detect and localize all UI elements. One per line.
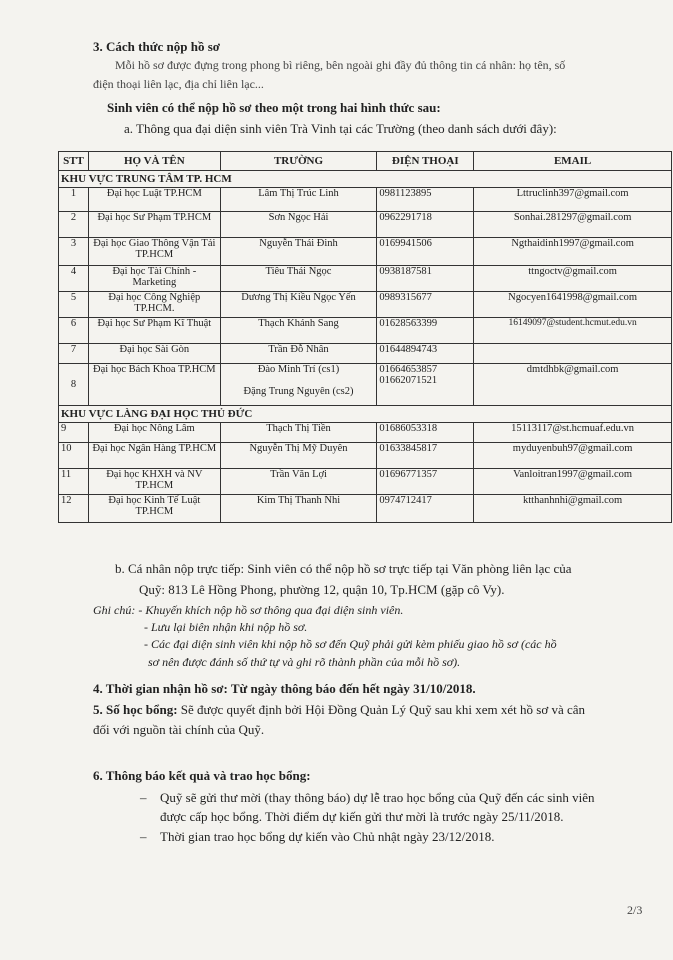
table-header-row (59, 152, 672, 171)
row-name: Trần Đỗ Nhân (220, 344, 377, 364)
row-phone: 01644894743 (377, 344, 474, 364)
row-phone: 01686053318 (377, 423, 474, 443)
note-line4: sơ nên được đánh số thứ tự và ghi rõ thành phần của mỗi hồ sơ). (148, 655, 461, 669)
row-stt: 9 (59, 423, 89, 443)
row-phone: 0974712417 (377, 495, 474, 523)
row-school: Đại học Sư Phạm TP.HCM (88, 212, 220, 238)
row-name: Thạch Khánh Sang (220, 318, 377, 344)
row-school: Đại học Sư Phạm Kĩ Thuật (88, 318, 220, 344)
table-row (59, 212, 672, 238)
row-phone: 0981123895 (377, 188, 474, 212)
row-email: ktthanhnhi@gmail.com (474, 495, 672, 523)
row-email: 16149097@student.hcmut.edu.vn (474, 318, 672, 344)
methods-heading: Sinh viên có thể nộp hồ sơ theo một trong hai hình thức sau: (107, 100, 441, 115)
row-school: Đại học Bách Khoa TP.HCM (88, 364, 220, 406)
row-school: Đại học Tài Chính - Marketing (88, 266, 220, 292)
table-row (59, 238, 672, 266)
section6-heading: 6. Thông báo kết quả và trao học bổng: (93, 768, 311, 783)
row-stt: 12 (59, 495, 89, 523)
row-stt: 10 (59, 443, 89, 469)
header-email: EMAIL (474, 152, 672, 171)
row-name: Dương Thị Kiều Ngọc Yến (220, 292, 377, 318)
method-a: a. Thông qua đại diện sinh viên Trà Vinh tại các Trường (theo danh sách dưới đây): (124, 121, 557, 136)
row-stt: 3 (59, 238, 89, 266)
note-line2: - Lưu lại biên nhận khi nộp hồ sơ. (144, 620, 308, 634)
row-email: Ngthaidinh1997@gmail.com (474, 238, 672, 266)
page-number: 2/3 (627, 903, 643, 917)
table-row (59, 469, 672, 495)
note-line3: - Các đại diện sinh viên khi nộp hồ sơ đến Quỹ phải gửi kèm phiếu giao hồ sơ (các hồ (144, 637, 557, 651)
table-row (59, 188, 672, 212)
row-school: Đại học KHXH và NV TP.HCM (88, 469, 220, 495)
row-email: dmtdhbk@gmail.com (474, 364, 672, 406)
row-name: Nguyễn Thị Mỹ Duyên (220, 443, 377, 469)
section5-line2: đối với nguồn tài chính của Quỹ. (93, 722, 265, 737)
row-name: Nguyễn Thái Đinh (220, 238, 377, 266)
row-school: Đại học Sài Gòn (88, 344, 220, 364)
header-phone: ĐIỆN THOẠI (377, 152, 474, 171)
row-school: Đại học Nông Lâm (88, 423, 220, 443)
row-name: Lâm Thị Trúc Linh (220, 188, 377, 212)
row-email: Vanloitran1997@gmail.com (474, 469, 672, 495)
row-name: Thạch Thị Tiền (220, 423, 377, 443)
row-phone: 0169941506 (377, 238, 474, 266)
bullet-dash: – (140, 829, 147, 844)
row-school: Đại học Giao Thông Vận Tải TP.HCM (88, 238, 220, 266)
row-email: Lttruclinh397@gmail.com (474, 188, 672, 212)
row-stt: 4 (59, 266, 89, 292)
representatives-table (58, 151, 672, 523)
row-stt: 5 (59, 292, 89, 318)
row-stt: 2 (59, 212, 89, 238)
bullet-dash: – (140, 790, 147, 805)
row-phone: 0989315677 (377, 292, 474, 318)
section5-text: Sẽ được quyết định bởi Hội Đồng Quản Lý Quỹ sau khi xem xét hồ sơ và cân (177, 702, 586, 717)
section3-intro-line1: Mỗi hồ sơ được đựng trong phong bì riêng, bên ngoài ghi đầy đủ thông tin cá nhân: họ tên, số (115, 58, 566, 72)
row-school: Đại học Công Nghiệp TP.HCM. (88, 292, 220, 318)
row-school: Đại học Ngân Hàng TP.HCM (88, 443, 220, 469)
table-row (59, 443, 672, 469)
row-email: 15113117@st.hcmuaf.edu.vn (474, 423, 672, 443)
row-email (474, 344, 672, 364)
row-email: Sonhai.281297@gmail.com (474, 212, 672, 238)
row-name-cell (220, 364, 377, 406)
header-school: TRƯỜNG (220, 152, 377, 171)
row-name: Tiêu Thái Ngọc (220, 266, 377, 292)
table-row (59, 423, 672, 443)
table-row (59, 292, 672, 318)
section6-bullet1-line1: Quỹ sẽ gửi thư mời (thay thông báo) dự lễ trao học bổng của Quỹ đến các sinh viên (160, 790, 595, 805)
row-stt: 11 (59, 469, 89, 495)
section3-intro-line2: điện thoại liên lạc, địa chỉ liên lạc... (93, 77, 264, 91)
section5-line1 (93, 702, 585, 718)
row-name: Kim Thị Thanh Nhi (220, 495, 377, 523)
row-stt: 1 (59, 188, 89, 212)
table-row (59, 344, 672, 364)
row-phone: 01696771357 (377, 469, 474, 495)
region-central-row: KHU VỰC TRUNG TÂM TP. HCM (59, 171, 672, 188)
row-stt: 7 (59, 344, 89, 364)
header-stt: STT (59, 152, 89, 171)
row-email: ttngoctv@gmail.com (474, 266, 672, 292)
row-name: Sơn Ngọc Hải (220, 212, 377, 238)
section6-bullet2: Thời gian trao học bổng dự kiến vào Chủ nhật ngày 23/12/2018. (160, 829, 495, 844)
table-row (59, 266, 672, 292)
row-email: Ngocyen1641998@gmail.com (474, 292, 672, 318)
row-school: Đại học Kinh Tế Luật TP.HCM (88, 495, 220, 523)
table-row (59, 318, 672, 344)
row-phone: 0938187581 (377, 266, 474, 292)
row-phone-2: 01662071521 (379, 375, 438, 386)
region-thuduc-row: KHU VỰC LÀNG ĐẠI HỌC THỦ ĐỨC (59, 406, 672, 423)
table-row (59, 495, 672, 523)
header-name: HỌ VÀ TÊN (88, 152, 220, 171)
method-b-line2: Quỹ: 813 Lê Hồng Phong, phường 12, quận 10, Tp.HCM (gặp cô Vy). (139, 582, 505, 597)
table-row (59, 364, 672, 406)
row-name: Đào Minh Trí (cs1) (257, 364, 340, 375)
row-school: Đại học Luật TP.HCM (88, 188, 220, 212)
note-line1: Ghi chú: - Khuyến khích nộp hồ sơ thông qua đại diện sinh viên. (93, 603, 404, 617)
row-name-2: Đặng Trung Nguyên (cs2) (243, 386, 354, 397)
method-b-line1: b. Cá nhân nộp trực tiếp: Sinh viên có thể nộp hồ sơ trực tiếp tại Văn phòng liên lạc của (115, 561, 572, 576)
row-email: myduyenbuh97@gmail.com (474, 443, 672, 469)
row-stt: 8 (59, 364, 89, 406)
row-phone: 01628563399 (377, 318, 474, 344)
section4: 4. Thời gian nhận hồ sơ: Từ ngày thông báo đến hết ngày 31/10/2018. (93, 681, 476, 696)
row-phone: 0962291718 (377, 212, 474, 238)
row-phone: 01633845817 (377, 443, 474, 469)
section3-heading: 3. Cách thức nộp hồ sơ (93, 39, 220, 54)
section6-bullet1-line2: được cấp học bổng. Thời điểm dự kiến gửi thư mời là trước ngày 25/11/2018. (160, 809, 564, 824)
row-phone-cell (377, 364, 474, 406)
row-name: Trần Văn Lợi (220, 469, 377, 495)
section5-label: 5. Số học bổng: (93, 702, 178, 717)
row-stt: 6 (59, 318, 89, 344)
row-phone: 01664653857 (379, 364, 438, 375)
